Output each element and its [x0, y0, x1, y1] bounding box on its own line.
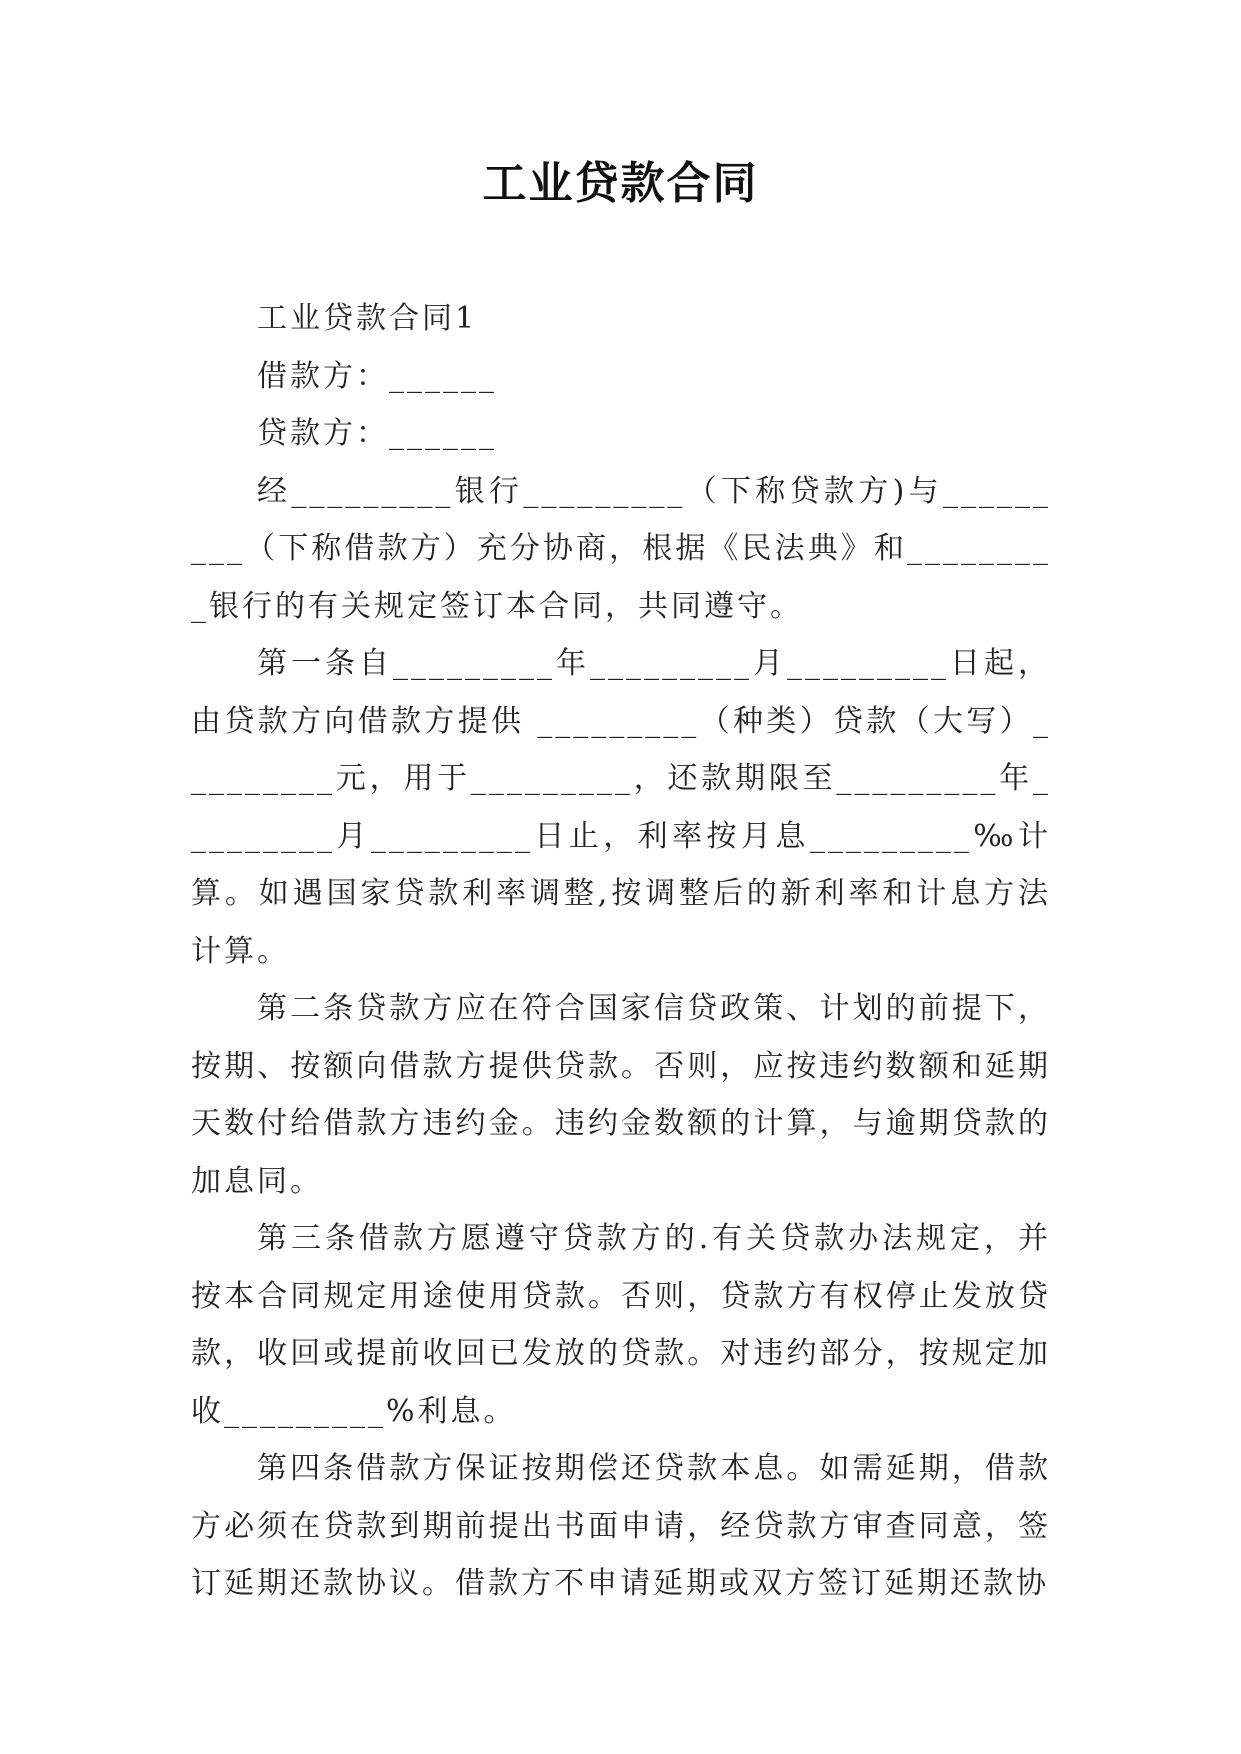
- article-2-paragraph: 第二条贷款方应在符合国家信贷政策、计划的前提下，按期、按额向借款方提供贷款。否则，应按违约数额和延期天数付给借款方违约金。违约金数额的计算，与逾期贷款的加息同。: [191, 991, 1051, 1199]
- lender-line: 贷款方：______: [257, 416, 497, 451]
- document-title: 工业贷款合同: [482, 158, 759, 209]
- document-body: [191, 290, 1051, 1613]
- article-4-paragraph: 第四条借款方保证按期偿还贷款本息。如需延期，借款方必须在贷款到期前提出书面申请，经贷款方审查同意，签订延期还款协议。借款方不申请延期或双方签订延期还款协: [191, 1451, 1051, 1601]
- borrower-line: 借款方：______: [257, 358, 497, 394]
- article-1-paragraph: 第一条自_________年_________月_________日起，由贷款方向借款方提供 _________（种类）贷款（大写）_________元，用于_________，还款期限至_________年_________月_________日止，利率按月息_________‰计算。如遇国家贷款利率调整,按调整后的新利率和计息方法计算。: [191, 646, 1051, 969]
- article-3-paragraph: 第三条借款方愿遵守贷款方的.有关贷款办法规定，并按本合同规定用途使用贷款。否则，贷款方有权停止发放贷款，收回或提前收回已发放的贷款。对违约部分，按规定加收_________%利息。: [191, 1221, 1051, 1429]
- preamble-paragraph: 经_________银行_________（下称贷款方)与_________（下称借款方）充分协商，根据《民法典》和_________银行的有关规定签订本合同，共同遵守。: [191, 473, 1051, 624]
- contract-heading: 工业贷款合同1: [257, 301, 478, 336]
